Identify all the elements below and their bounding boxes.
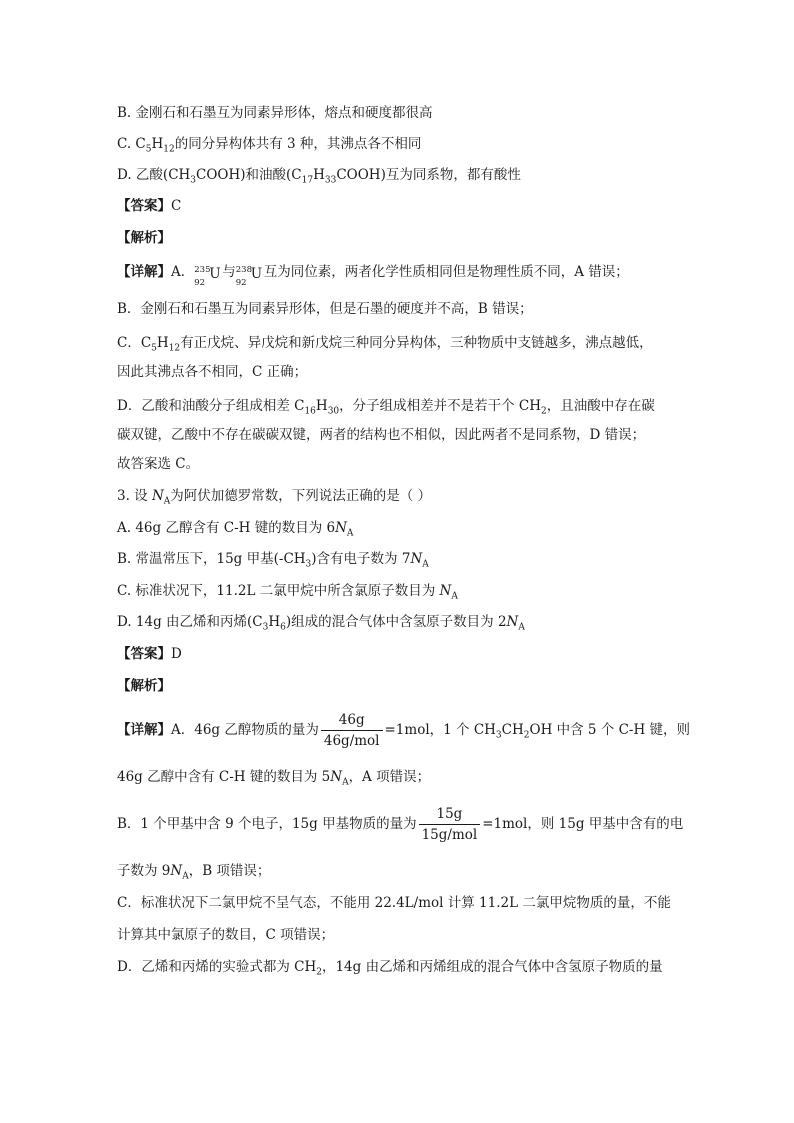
text-segment: D. 14g 由乙烯和丙烯(C <box>117 614 263 630</box>
subscript: A <box>518 622 525 633</box>
detail-line-q3c2 <box>117 925 334 945</box>
subscript: 33 <box>324 175 337 186</box>
subscript: 2 <box>541 406 547 417</box>
text-segment: CH <box>501 722 524 738</box>
detail-line-c <box>117 333 653 359</box>
answer-value: D <box>171 646 182 662</box>
text-segment: 3. 设 <box>117 488 152 504</box>
text-segment: 子数为 9 <box>117 863 171 879</box>
analysis-tag: 【解析】 <box>117 678 171 694</box>
text-segment: A． <box>171 264 195 280</box>
text-segment: B．金刚石和石墨互为同素异形体，但是石墨的硬度并不高，B 错误； <box>117 301 533 317</box>
italic-symbol: N <box>439 583 452 599</box>
detail-line-1 <box>117 262 629 288</box>
subscript: 2 <box>523 730 530 741</box>
text-segment: 有正戊烷、异戊烷和新戊烷三种同分异构体，三种物质中支链越多，沸点越低， <box>180 335 653 351</box>
answer-line-2 <box>117 644 182 664</box>
analysis-tag: 【解析】 <box>117 230 171 246</box>
text-segment: 因此其沸点各不相同，C 正确； <box>117 364 308 380</box>
text-segment: C. 标准状况下，11.2L 二氯甲烷中所含氯原子数目为 <box>117 583 440 599</box>
italic-symbol: N <box>506 614 519 630</box>
fraction-denominator: 15g/mol <box>421 827 478 843</box>
isotope-u238 <box>235 263 264 288</box>
fraction-46g <box>321 712 383 749</box>
analysis-line-1 <box>117 228 171 248</box>
subscript: A <box>422 559 429 570</box>
subscript: 5 <box>145 144 152 155</box>
italic-symbol: N <box>335 520 347 536</box>
text-segment: OH 中含 5 个 C-H 键，则 <box>529 722 691 738</box>
subscript: A <box>163 496 171 507</box>
subscript: A <box>346 528 354 539</box>
subscript: A <box>182 871 189 882</box>
fraction-numerator: 15g <box>419 806 481 825</box>
question-3-option-b <box>117 549 429 575</box>
detail-line-q3b <box>117 804 683 844</box>
detail-line-q3b2 <box>117 861 270 887</box>
subscript: 5 <box>151 343 157 354</box>
option-b-text: B. 金刚石和石墨互为同素异形体，熔点和硬度都很高 <box>117 105 433 121</box>
text-segment: 碳双键，乙酸中不存在碳碳双键，两者的结构也不相似，因此两者不是同系物，D 错误； <box>117 427 646 443</box>
text-segment: B．1 个甲基中含 9 个电子，15g 甲基物质的量为 <box>117 816 417 832</box>
text-segment: )含有电子数为 7 <box>311 551 411 567</box>
subscript: 3 <box>305 559 312 570</box>
subscript: 30 <box>327 406 340 417</box>
detail-line-b <box>117 299 533 319</box>
detail-line-q3c <box>117 893 671 913</box>
text-segment: ，14g 由乙烯和丙烯组成的混合气体中含氢原子物质的量 <box>321 959 663 975</box>
text-segment: C．标准状况下二氯甲烷不呈气态，不能用 22.4L/mol 计算 11.2L 二氯甲烷物质的量，不能 <box>117 895 671 911</box>
atomic-number: 92 <box>194 277 206 288</box>
italic-symbol: N <box>170 863 183 879</box>
option-c-line <box>117 134 421 160</box>
italic-symbol: N <box>151 488 164 504</box>
detail-tag: 【详解】 <box>117 264 171 280</box>
text-segment: 计算其中氯原子的数目，C 项错误； <box>117 927 335 943</box>
element-symbol: U <box>209 265 221 282</box>
detail-line-q3a2 <box>117 767 430 793</box>
atomic-number: 92 <box>235 277 247 288</box>
text-segment: H <box>313 167 325 183</box>
question-3-stem <box>117 486 431 512</box>
fraction-denominator: 46g/mol <box>323 733 380 749</box>
answer-value: C <box>171 198 182 214</box>
text-segment: D．乙酸和油酸分子组成相差 C <box>117 398 305 414</box>
text-segment: =1mol，则 15g 甲基中含有的电 <box>482 816 684 832</box>
option-d-line <box>117 165 521 191</box>
subscript: 3 <box>262 622 269 633</box>
text-segment: ，A 项错误； <box>348 769 431 785</box>
answer-tag: 【答案】 <box>117 198 171 214</box>
subscript: 2 <box>316 967 322 978</box>
subscript: 6 <box>280 622 286 633</box>
answer-tag: 【答案】 <box>117 646 171 662</box>
text-segment: D．乙烯和丙烯的实验式都为 CH <box>117 959 317 975</box>
detail-line-q3a <box>117 710 690 756</box>
subscript: 3 <box>495 730 502 741</box>
mass-number: 235 <box>194 264 211 275</box>
italic-symbol: N <box>410 551 423 567</box>
text-segment: A．46g 乙醇物质的量为 <box>171 722 319 738</box>
text-segment: A. 46g 乙醇含有 C-H 键的数目为 6 <box>117 520 336 536</box>
question-3-option-a <box>117 518 353 544</box>
text-segment: C. C <box>117 136 146 152</box>
detail-line-d2 <box>117 425 645 445</box>
mass-number: 238 <box>235 264 252 275</box>
text-segment: 46g 乙醇中含有 C-H 键的数目为 5 <box>117 769 331 785</box>
text-segment: H <box>156 335 169 351</box>
text-segment: 互为同位素，两者化学性质相同但是物理性质不同，A 错误； <box>263 264 629 280</box>
detail-line-q3d <box>117 957 663 983</box>
question-3-option-c <box>117 581 458 607</box>
detail-line-d <box>117 396 655 422</box>
detail-line-c2 <box>117 362 307 382</box>
text-segment: COOH)和油酸(C <box>196 167 302 183</box>
text-segment: ，B 项错误； <box>188 863 271 879</box>
text-segment: 与 <box>222 264 236 280</box>
text-segment: 故答案选 C。 <box>117 456 200 472</box>
text-segment: =1mol，1 个 CH <box>384 722 496 738</box>
text-segment: COOH)互为同系物，都有酸性 <box>336 167 521 183</box>
italic-symbol: N <box>330 769 343 785</box>
subscript: 17 <box>301 175 314 186</box>
element-symbol: U <box>250 265 263 282</box>
detail-tag: 【详解】 <box>117 722 171 738</box>
fraction-15g <box>419 806 481 843</box>
text-segment: )组成的混合气体中含氢原子数目为 2 <box>285 614 507 630</box>
text-segment: 为阿伏加德罗常数，下列说法正确的是（ ） <box>170 488 432 504</box>
text-segment: ，且油酸中存在碳 <box>546 398 655 414</box>
text-segment: H <box>315 398 328 414</box>
text-segment: C．C <box>117 335 152 351</box>
option-b-line <box>117 103 433 123</box>
subscript: 3 <box>190 175 197 186</box>
text-segment: B. 常温常压下，15g 甲基(-CH <box>117 551 306 567</box>
text-segment: D. 乙酸(CH <box>117 167 191 183</box>
question-3-option-d <box>117 612 525 638</box>
text-segment: H <box>151 136 164 152</box>
analysis-line-2 <box>117 676 171 696</box>
subscript: 16 <box>304 406 316 417</box>
subscript: 12 <box>168 343 181 354</box>
fraction-numerator: 46g <box>321 712 383 731</box>
text-segment: H <box>268 614 281 630</box>
text-segment: 的同分异构体共有 3 种，其沸点各不相同 <box>174 136 422 152</box>
conclusion-line <box>117 454 199 474</box>
text-segment: ，分子组成相差并不是若干个 CH <box>339 398 542 414</box>
isotope-u235 <box>194 263 222 288</box>
subscript: A <box>342 777 349 788</box>
answer-line-1 <box>117 196 181 216</box>
subscript: A <box>451 591 458 602</box>
subscript: 12 <box>163 144 175 155</box>
